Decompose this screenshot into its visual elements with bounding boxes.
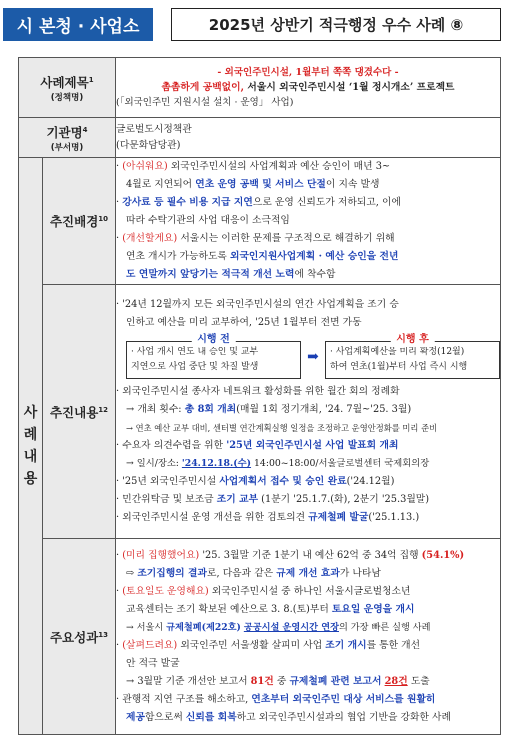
row-results xyxy=(19,539,501,735)
after-box: 시행 후 · 사업계획예산을 미리 확정(12월) 하여 연초(1월)부터 사업 즉시 시행 xyxy=(325,341,500,379)
agency-value: 글로벌도시정책관 (다문화담당관) xyxy=(116,118,501,158)
label-content: 추진내용$^{12}$ xyxy=(43,285,116,539)
label-case-title: 사례제목$^1$ (정책명) xyxy=(19,58,116,118)
label-agency: 기관명$^4$ (부서명) xyxy=(19,118,116,158)
before-box: 시행 전 · 사업 개시 연도 내 승인 및 교부 지연으로 사업 중단 및 차질 발생 xyxy=(126,341,301,379)
before-after-compare xyxy=(126,335,500,379)
slogan: - 외국인주민시설, 1월부터 쪽쪽 댕겼수다 - xyxy=(217,67,399,78)
arrow-right-icon: ➡ xyxy=(307,349,319,365)
results-value: · (미리 집행했어요) '25. 3월말 기준 1분기 내 예산 62억 중 34억 집행 (54.1%) ⇨ 조기집행의 결과로, 다음과 같은 규제 개선 효과가 나타남 · (토요일도 운영해요) 외국인주민시설 중 하나인 서울시글로벌청소년 교육센터는 조기 확보된 예산으로 3. 8.(토)부터 토요일 운영을 개시 → 서울시 규제철폐(제22호) 공공시설 운영시간 연장의 가장 빠른 실행 사례 · (살펴드려요) 외국인주민 서울생활 살피미 사업 조기 개시를 통한 개선 안 적극 발굴 → 3월말 기준 개선안 보고서 81건 중 규제철폐 관련 보고서 28건 도출 · 관행적 지연 구조를 해소하고, 연초부터 외국인주민 대상 서비스를 원활히 제공함으로써 신뢰를 회복하고 외국인주민시설과의 협업 기반을 강화한 사례 xyxy=(116,539,501,735)
row-case-title xyxy=(19,58,501,118)
row-content xyxy=(19,285,501,539)
label-background: 추진배경$^{10}$ xyxy=(43,158,116,285)
label-results: 주요성과$^{13}$ xyxy=(43,539,116,735)
case-table xyxy=(18,57,501,735)
case-title-value: - 외국인주민시설, 1월부터 쪽쪽 댕겼수다 - 촘촘하게 공백없이, 서울시 외국인주민시설 ‘1월 정시개소’ 프로젝트 (「외국인주민 지원시설 설치 · 운영」 사업) xyxy=(116,58,501,118)
row-background xyxy=(19,158,501,285)
content-value: · '24년 12월까지 모든 외국인주민시설의 연간 사업계획을 조기 승 인하고 예산을 미리 교부하여, '25년 1월부터 전면 가동 시행 전 · 사업 개시 연도 내 승인 및 교부 지연으로 사업 중단 및 차질 발생 ➡ 시행 후 · 사업계획예산을 미리 확정(12월) 하여 연초(1월)부터 사업 즉시 시행 · 외국인주민시설 종사자 네트워크 활성화를 위한 월간 회의 정례화 → 개최 횟수: 총 8회 개최(매월 1회 정기개최, '24. 7월~'25. 3월) → 연초 예산 교부 대비, 센터별 연간계획실행 일정을 조정하고 운영안정화를 미리 준비 · 수요자 의견수렴을 위한 '25년 외국인주민시설 사업 발표회 개최 → 일시/장소: '24.12.18.(수) 14:00~18:00/서울글로벌센터 국제회의장 · '25년 외국인주민시설 사업계획서 접수 및 승인 완료('24.12월) · 민간위탁금 및 보조금 조기 교부 (1분기 '25.1.7.(화), 2분기 '25.3월말) · 외국인주민시설 운영 개선을 위한 검토의견 규제철폐 발굴('25.1.13.) xyxy=(116,285,501,539)
section-tag: 시 본청 · 사업소 xyxy=(3,8,153,41)
label-case-content: 사 례 내 용 xyxy=(19,158,43,735)
page-title: 2025년 상반기 적극행정 우수 사례 ⑧ xyxy=(171,8,501,41)
background-value: · (아쉬워요) 외국인주민시설의 사업계획과 예산 승인이 매년 3~ 4월로 지연되어 연초 운영 공백 및 서비스 단절이 지속 발생 · 강사료 등 필수 비용 지급 지연으로 운영 신뢰도가 저하되고, 이에 따라 수탁기관의 사업 대응이 소극적임 · (개선할게요) 서울시는 이러한 문제를 구조적으로 해결하기 위해 연초 개시가 가능하도록 외국인지원사업계획 · 예산 승인을 전년 도 연말까지 앞당기는 적극적 개선 노력에 착수함 xyxy=(116,158,501,285)
row-agency xyxy=(19,118,501,158)
